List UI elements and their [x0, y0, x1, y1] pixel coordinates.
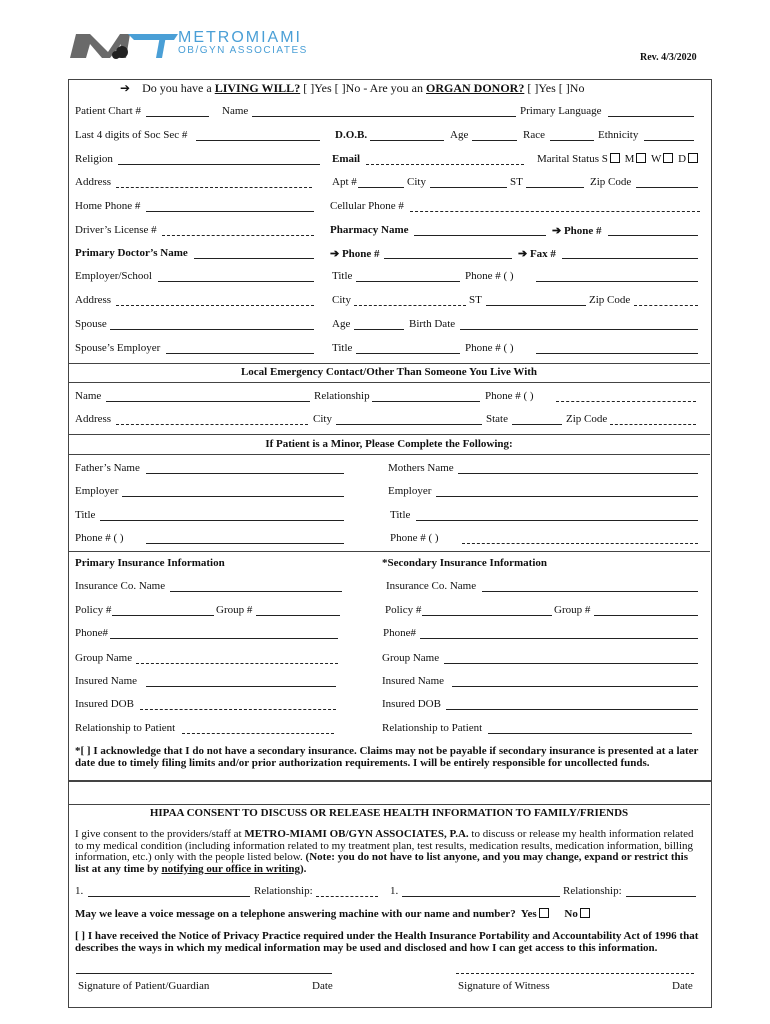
- marital-m-checkbox[interactable]: [636, 153, 646, 163]
- patient-date-label: Date: [312, 980, 333, 992]
- email-field[interactable]: [366, 164, 524, 165]
- drivers-license-label: Driver’s License #: [75, 224, 157, 236]
- contact-1-number: 1.: [75, 885, 84, 897]
- father-employer-label: Employer: [75, 485, 119, 497]
- secondary-group-field[interactable]: [594, 615, 698, 616]
- marital-d-checkbox[interactable]: [688, 153, 698, 163]
- primary-group-label: Group #: [216, 604, 253, 616]
- birth-date-label: Birth Date: [409, 318, 456, 330]
- marital-w-checkbox[interactable]: [663, 153, 673, 163]
- father-title-field[interactable]: [100, 520, 344, 521]
- secondary-policy-label: Policy #: [385, 604, 422, 616]
- pharmacy-phone-label: ➔ Phone #: [552, 225, 602, 237]
- marital-s-checkbox[interactable]: [610, 153, 620, 163]
- doctor-phone-field[interactable]: [384, 258, 512, 259]
- divider: [68, 434, 710, 435]
- emergency-phone-field[interactable]: [556, 401, 696, 402]
- secondary-policy-field[interactable]: [422, 615, 552, 616]
- minor-heading: If Patient is a Minor, Please Complete the Following:: [265, 438, 513, 450]
- mother-title-label: Title: [390, 509, 411, 521]
- spouse-label: Spouse: [75, 318, 107, 330]
- marital-status: Marital Status S M W D: [537, 153, 700, 165]
- father-phone-field[interactable]: [146, 543, 344, 544]
- emergency-phone-label: Phone # ( ): [485, 390, 534, 402]
- secondary-insured-name-label: Insured Name: [382, 675, 445, 687]
- spouse-employer-label: Spouse’s Employer: [75, 342, 161, 354]
- emergency-zip-field[interactable]: [610, 424, 696, 425]
- father-name-field[interactable]: [146, 473, 344, 474]
- voice-yes-checkbox[interactable]: [539, 908, 549, 918]
- title-field[interactable]: [356, 281, 460, 282]
- emergency-city-field[interactable]: [336, 424, 482, 425]
- employer-city-field[interactable]: [354, 305, 466, 306]
- spouse-title-label: Title: [332, 342, 353, 354]
- spouse-age-label: Age: [332, 318, 351, 330]
- mother-phone-field[interactable]: [462, 543, 698, 544]
- emergency-address-label: Address: [75, 413, 112, 425]
- contact-2-number: 1.: [390, 885, 399, 897]
- primary-policy-label: Policy #: [75, 604, 112, 616]
- mother-phone-label: Phone # ( ): [390, 532, 439, 544]
- city-label: City: [407, 176, 426, 188]
- primary-relationship-label: Relationship to Patient: [75, 722, 176, 734]
- mother-employer-label: Employer: [388, 485, 432, 497]
- employer-label: Employer/School: [75, 270, 152, 282]
- living-will-options[interactable]: [ ]Yes [ ]No: [303, 81, 361, 95]
- spouse-phone-field[interactable]: [536, 353, 698, 354]
- patient-signature-field[interactable]: [76, 973, 332, 974]
- divider: [68, 382, 710, 383]
- emergency-state-field[interactable]: [512, 424, 562, 425]
- organ-donor-label: ORGAN DONOR?: [425, 81, 525, 95]
- witness-signature-field[interactable]: [456, 973, 694, 974]
- npp-acknowledgement[interactable]: [ ] I have received the Notice of Privacy Practice required under the Health Insurance Portability and Accountability Act of 1996 that describes the ways in which my medical information may be used and disclosed and how I can get access to this information.: [75, 930, 699, 954]
- religion-label: Religion: [75, 153, 113, 165]
- mother-employer-field[interactable]: [436, 496, 698, 497]
- contact-2-name-field[interactable]: [402, 896, 560, 897]
- emergency-city-label: City: [313, 413, 332, 425]
- primary-ins-co-label: Insurance Co. Name: [75, 580, 166, 592]
- primary-doctor-label: Primary Doctor’s Name: [75, 247, 188, 259]
- divider: [68, 454, 710, 455]
- race-label: Race: [523, 129, 545, 141]
- emergency-name-field[interactable]: [106, 401, 310, 402]
- primary-relationship-field[interactable]: [182, 733, 334, 734]
- st-label: ST: [510, 176, 523, 188]
- primary-language-field[interactable]: [608, 116, 694, 117]
- emergency-state-label: State: [486, 413, 508, 425]
- mother-title-field[interactable]: [416, 520, 698, 521]
- witness-date-label: Date: [672, 980, 693, 992]
- divider: [68, 551, 710, 552]
- secondary-ins-phone-field[interactable]: [420, 638, 698, 639]
- email-label: Email: [332, 153, 361, 165]
- employer-zip-field[interactable]: [634, 305, 698, 306]
- apt-field[interactable]: [358, 187, 404, 188]
- address-field[interactable]: [116, 187, 312, 188]
- divider: [68, 804, 710, 805]
- voice-no-checkbox[interactable]: [580, 908, 590, 918]
- dob-field[interactable]: [370, 140, 444, 141]
- mother-name-label: Mothers Name: [388, 462, 454, 474]
- primary-insurance-heading: Primary Insurance Information: [75, 557, 225, 569]
- primary-insured-name-field[interactable]: [146, 686, 336, 687]
- witness-signature-label: Signature of Witness: [458, 980, 550, 992]
- zip-field[interactable]: [636, 187, 698, 188]
- doctor-phone-label: ➔ Phone #: [330, 248, 380, 260]
- ssn-field[interactable]: [196, 140, 320, 141]
- primary-group-name-field[interactable]: [136, 663, 338, 664]
- father-title-label: Title: [75, 509, 96, 521]
- employer-phone-field[interactable]: [536, 281, 698, 282]
- patient-chart-label: Patient Chart #: [75, 105, 141, 117]
- zip-label: Zip Code: [590, 176, 632, 188]
- name-field[interactable]: [252, 116, 516, 117]
- emergency-heading: Local Emergency Contact/Other Than Someone You Live With: [240, 366, 538, 378]
- secondary-insurance-heading: *Secondary Insurance Information: [382, 557, 548, 569]
- primary-ins-phone-field[interactable]: [110, 638, 338, 639]
- organ-donor-options[interactable]: [ ]Yes [ ]No: [527, 81, 585, 95]
- hipaa-heading: HIPAA CONSENT TO DISCUSS OR RELEASE HEALTH INFORMATION TO FAMILY/FRIENDS: [149, 807, 629, 819]
- living-will-label: LIVING WILL?: [214, 81, 301, 95]
- ssn-label: Last 4 digits of Soc Sec #: [75, 129, 188, 141]
- arrow-icon: ➔: [120, 81, 131, 95]
- secondary-relationship-field[interactable]: [488, 733, 692, 734]
- secondary-group-label: Group #: [554, 604, 591, 616]
- secondary-insured-name-field[interactable]: [452, 686, 698, 687]
- home-phone-field[interactable]: [146, 211, 314, 212]
- spouse-phone-label: Phone # ( ): [465, 342, 514, 354]
- race-field[interactable]: [550, 140, 594, 141]
- pharmacy-label: Pharmacy Name: [330, 224, 409, 236]
- emergency-relationship-label: Relationship: [314, 390, 370, 402]
- logo-subtext: OB/GYN ASSOCIATES: [178, 45, 308, 56]
- notify-office-text: notifying our office in writing: [161, 862, 300, 875]
- birth-date-field[interactable]: [460, 329, 698, 330]
- primary-policy-field[interactable]: [112, 615, 214, 616]
- voice-message-question: May we leave a voice message on a telephone answering machine with our name and number? Yes No: [75, 908, 592, 920]
- patient-chart-field[interactable]: [146, 116, 209, 117]
- primary-ins-co-field[interactable]: [170, 591, 342, 592]
- secondary-ins-co-label: Insurance Co. Name: [386, 580, 477, 592]
- st-field[interactable]: [526, 187, 584, 188]
- employer-field[interactable]: [158, 281, 314, 282]
- primary-ins-phone-label: Phone#: [75, 627, 108, 639]
- dob-label: D.O.B.: [335, 129, 368, 141]
- secondary-ins-phone-label: Phone#: [383, 627, 416, 639]
- living-will-question: ➔ Do you have a LIVING WILL? [ ]Yes [ ]No - Are you an ORGAN DONOR? [ ]Yes [ ]No: [120, 81, 585, 95]
- mother-name-field[interactable]: [458, 473, 698, 474]
- cell-phone-field[interactable]: [410, 211, 700, 212]
- address-label: Address: [75, 176, 112, 188]
- emergency-zip-label: Zip Code: [566, 413, 608, 425]
- spouse-title-field[interactable]: [356, 353, 460, 354]
- secondary-group-name-label: Group Name: [382, 652, 440, 664]
- secondary-insured-dob-field[interactable]: [446, 709, 698, 710]
- spouse-field[interactable]: [110, 329, 314, 330]
- primary-doctor-field[interactable]: [194, 258, 314, 259]
- employer-st-field[interactable]: [486, 305, 586, 306]
- home-phone-label: Home Phone #: [75, 200, 141, 212]
- contact-1-name-field[interactable]: [88, 896, 250, 897]
- contact-2-relationship-field[interactable]: [626, 896, 696, 897]
- father-phone-label: Phone # ( ): [75, 532, 124, 544]
- age-field[interactable]: [472, 140, 517, 141]
- logo-text: METROMIAMI: [178, 29, 302, 46]
- spouse-age-field[interactable]: [354, 329, 404, 330]
- employer-address-label: Address: [75, 294, 112, 306]
- drivers-license-field[interactable]: [162, 235, 314, 236]
- primary-group-field[interactable]: [256, 615, 340, 616]
- emergency-relationship-field[interactable]: [372, 401, 480, 402]
- divider: [68, 363, 710, 364]
- ethnicity-label: Ethnicity: [598, 129, 639, 141]
- contact-1-relationship-field[interactable]: [316, 896, 378, 897]
- primary-insured-dob-label: Insured DOB: [75, 698, 134, 710]
- employer-city-label: City: [332, 294, 351, 306]
- secondary-insured-dob-label: Insured DOB: [382, 698, 441, 710]
- primary-insured-name-label: Insured Name: [75, 675, 138, 687]
- secondary-relationship-label: Relationship to Patient: [382, 722, 483, 734]
- name-label: Name: [222, 105, 249, 117]
- ethnicity-field[interactable]: [644, 140, 694, 141]
- secondary-insurance-acknowledgement[interactable]: *[ ] I acknowledge that I do not have a secondary insurance. Claims may not be payable if secondary insurance is presented at a later date due to timely filing limits and/or prior authorization requirements. I will be entirely responsible for uncollected funds.: [75, 745, 699, 769]
- practice-name: METRO-MIAMI OB/GYN ASSOCIATES, P.A.: [244, 828, 469, 840]
- secondary-group-name-field[interactable]: [444, 663, 698, 664]
- religion-field[interactable]: [118, 164, 320, 165]
- age-label: Age: [450, 129, 469, 141]
- father-employer-field[interactable]: [122, 496, 344, 497]
- patient-signature-label: Signature of Patient/Guardian: [78, 980, 210, 992]
- father-name-label: Father’s Name: [75, 462, 140, 474]
- metro-miami-logo: [68, 28, 188, 62]
- secondary-ins-co-field[interactable]: [482, 591, 698, 592]
- city-field[interactable]: [430, 187, 507, 188]
- contact-1-relationship-label: Relationship:: [254, 885, 313, 897]
- pharmacy-field[interactable]: [414, 235, 546, 236]
- doctor-fax-label: ➔ Fax #: [518, 248, 556, 260]
- employer-zip-label: Zip Code: [589, 294, 631, 306]
- employer-st-label: ST: [469, 294, 482, 306]
- primary-language-label: Primary Language: [520, 105, 602, 117]
- doctor-fax-field[interactable]: [562, 258, 698, 259]
- apt-label: Apt #: [332, 176, 357, 188]
- emergency-address-field[interactable]: [116, 424, 308, 425]
- spouse-employer-field[interactable]: [166, 353, 314, 354]
- title-label: Title: [332, 270, 353, 282]
- pharmacy-phone-field[interactable]: [608, 235, 698, 236]
- cell-phone-label: Cellular Phone #: [330, 200, 404, 212]
- contact-2-relationship-label: Relationship:: [563, 885, 622, 897]
- primary-group-name-label: Group Name: [75, 652, 133, 664]
- hipaa-consent-paragraph: I give consent to the providers/staff at METRO-MIAMI OB/GYN ASSOCIATES, P.A. to discuss or release my health information related to my medical condition (including information related to my treatment plan, test results, medication results, medication information, billing information, etc.) only with the people listed below. (Note: you do not have to list anyone, and you may change, expand or restrict this list at any time by notifying our office in writing).: [75, 828, 694, 875]
- employer-phone-label: Phone # ( ): [465, 270, 514, 282]
- primary-insured-dob-field[interactable]: [140, 709, 336, 710]
- employer-address-field[interactable]: [116, 305, 314, 306]
- emergency-name-label: Name: [75, 390, 102, 402]
- revision-date: Rev. 4/3/2020: [640, 52, 697, 63]
